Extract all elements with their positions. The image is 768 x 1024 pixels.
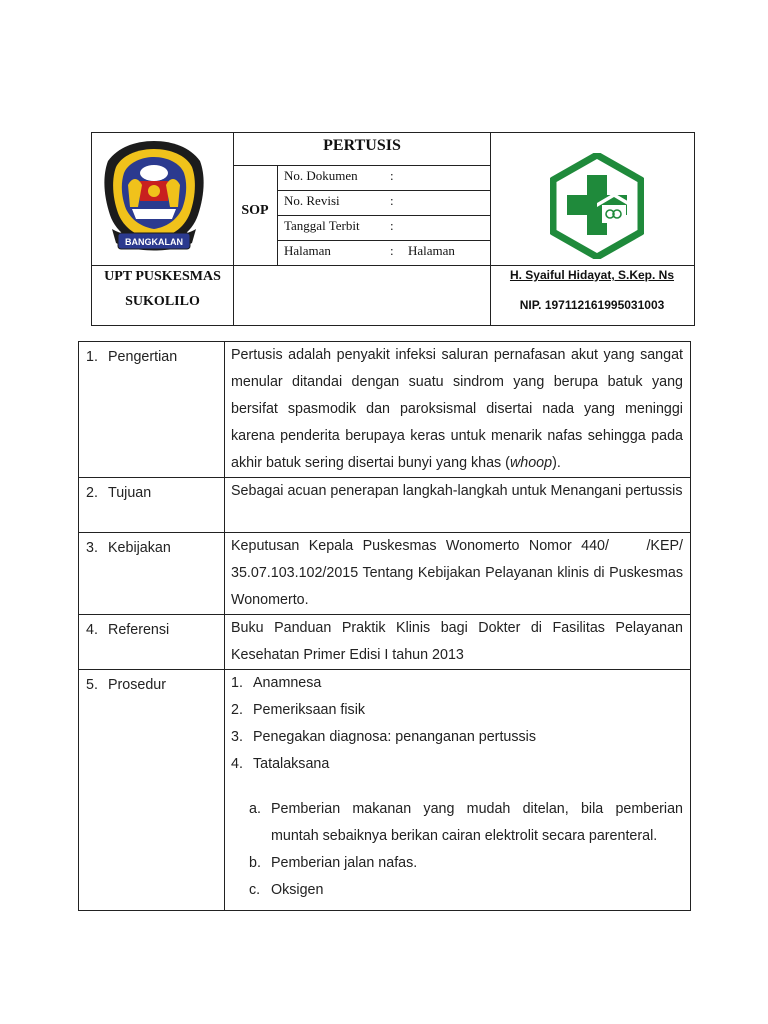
- list-item-text: Oksigen: [271, 882, 324, 898]
- list-item-text: Pemberian makanan yang mudah ditelan, bila pemberian muntah sebaiknya berikan cairan elektrolit secara parenteral.: [271, 801, 683, 844]
- section-number: 4.: [86, 622, 98, 638]
- seal-text: BANGKALAN: [125, 237, 183, 247]
- list-marker: 1.: [231, 675, 243, 691]
- list-item: [231, 796, 683, 850]
- section-label-text: Referensi: [108, 622, 170, 638]
- list-marker: a.: [249, 801, 261, 817]
- pengertian-text: Pertusis adalah penyakit infeksi saluran pernafasan akut yang sangat menular ditandai dengan suatu sindrom yang berupa batuk yang bersifat spasmodik dan paroksismal disertai nada yang meninggi karena penderita berupaya keras untuk menarik nafas sehingga pada akhir batuk sering disertai bunyi yang khas (: [231, 347, 683, 471]
- org-name-line1: UPT PUSKESMAS: [104, 269, 221, 284]
- section-pengertian: [79, 342, 691, 478]
- doc-row-no-dokumen: [284, 166, 488, 190]
- section-prosedur: [79, 670, 691, 911]
- list-item-text: Penegakan diagnosa: penanganan pertussis: [253, 729, 536, 745]
- doc-row-label: No. Revisi: [284, 193, 340, 208]
- list-marker: 2.: [231, 702, 243, 718]
- section-referensi: [79, 615, 691, 670]
- pengertian-text-end: ).: [552, 455, 561, 471]
- section-label-text: Prosedur: [108, 677, 167, 693]
- procedure-steps: [231, 670, 683, 778]
- list-item-text: Tatalaksana: [253, 756, 330, 772]
- list-item: [231, 877, 683, 904]
- signer-name: H. Syaiful Hidayat, S.Kep. Ns: [509, 268, 675, 282]
- bangkalan-seal-logo: [102, 137, 206, 261]
- list-item-text: Anamnesa: [253, 675, 322, 691]
- section-label-text: Kebijakan: [108, 540, 171, 556]
- section-number: 1.: [86, 349, 98, 365]
- list-item-text: Pemeriksaan fisik: [253, 702, 366, 718]
- section-number: 2.: [86, 485, 98, 501]
- list-item: [231, 697, 683, 724]
- section-number: 5.: [86, 677, 98, 693]
- org-name-line2: SUKOLILO: [125, 294, 200, 309]
- list-item: [231, 850, 683, 877]
- pengertian-italic-term: whoop: [509, 455, 553, 471]
- doc-row-label: Halaman: [284, 243, 331, 258]
- section-body: Sebagai acuan penerapan langkah-langkah untuk Menangani pertussis: [225, 478, 691, 533]
- section-body: [225, 342, 691, 478]
- section-body: Keputusan Kepala Puskesmas Wonomerto Nomor 440/ /KEP/ 35.07.103.102/2015 Tentang Kebijakan Pelayanan klinis di Puskesmas Wonomerto.: [225, 533, 691, 615]
- section-label-text: Tujuan: [108, 485, 152, 501]
- sop-header: [91, 132, 695, 326]
- doc-row-sep: :: [390, 218, 394, 233]
- section-body: [225, 670, 691, 911]
- doc-row-halaman: [284, 241, 488, 265]
- doc-row-sep: :: [390, 193, 394, 208]
- doc-row-label: No. Dokumen: [284, 168, 358, 183]
- doc-row-sep: :: [390, 243, 394, 258]
- doc-row-no-revisi: [284, 191, 488, 215]
- list-item-text: Pemberian jalan nafas.: [271, 855, 418, 871]
- section-label: [79, 478, 225, 533]
- section-kebijakan: [79, 533, 691, 615]
- document-title: PERTUSIS: [323, 137, 401, 154]
- puskesmas-logo: [550, 153, 644, 259]
- list-marker: 4.: [231, 756, 243, 772]
- list-marker: b.: [249, 855, 261, 871]
- section-tujuan: [79, 478, 691, 533]
- sop-label: SOP: [241, 203, 269, 218]
- section-label-text: Pengertian: [108, 349, 178, 365]
- list-item: [231, 724, 683, 751]
- list-item: [231, 670, 683, 697]
- section-body: Buku Panduan Praktik Klinis bagi Dokter di Fasilitas Pelayanan Kesehatan Primer Edisi I tahun 2013: [225, 615, 691, 670]
- section-label: [79, 533, 225, 615]
- doc-row-value: Halaman: [408, 243, 455, 258]
- doc-row-label: Tanggal Terbit: [284, 218, 360, 233]
- section-label: [79, 342, 225, 478]
- section-label: [79, 615, 225, 670]
- section-label: [79, 670, 225, 911]
- list-marker: 3.: [231, 729, 243, 745]
- tatalaksana-substeps: [231, 796, 683, 904]
- signer-nip: NIP. 197112161995031003: [519, 298, 665, 312]
- sop-content-table: [78, 341, 691, 911]
- list-marker: c.: [249, 882, 261, 898]
- doc-row-tanggal-terbit: [284, 216, 488, 240]
- doc-row-sep: :: [390, 168, 394, 183]
- section-number: 3.: [86, 540, 98, 556]
- list-item: [231, 751, 683, 778]
